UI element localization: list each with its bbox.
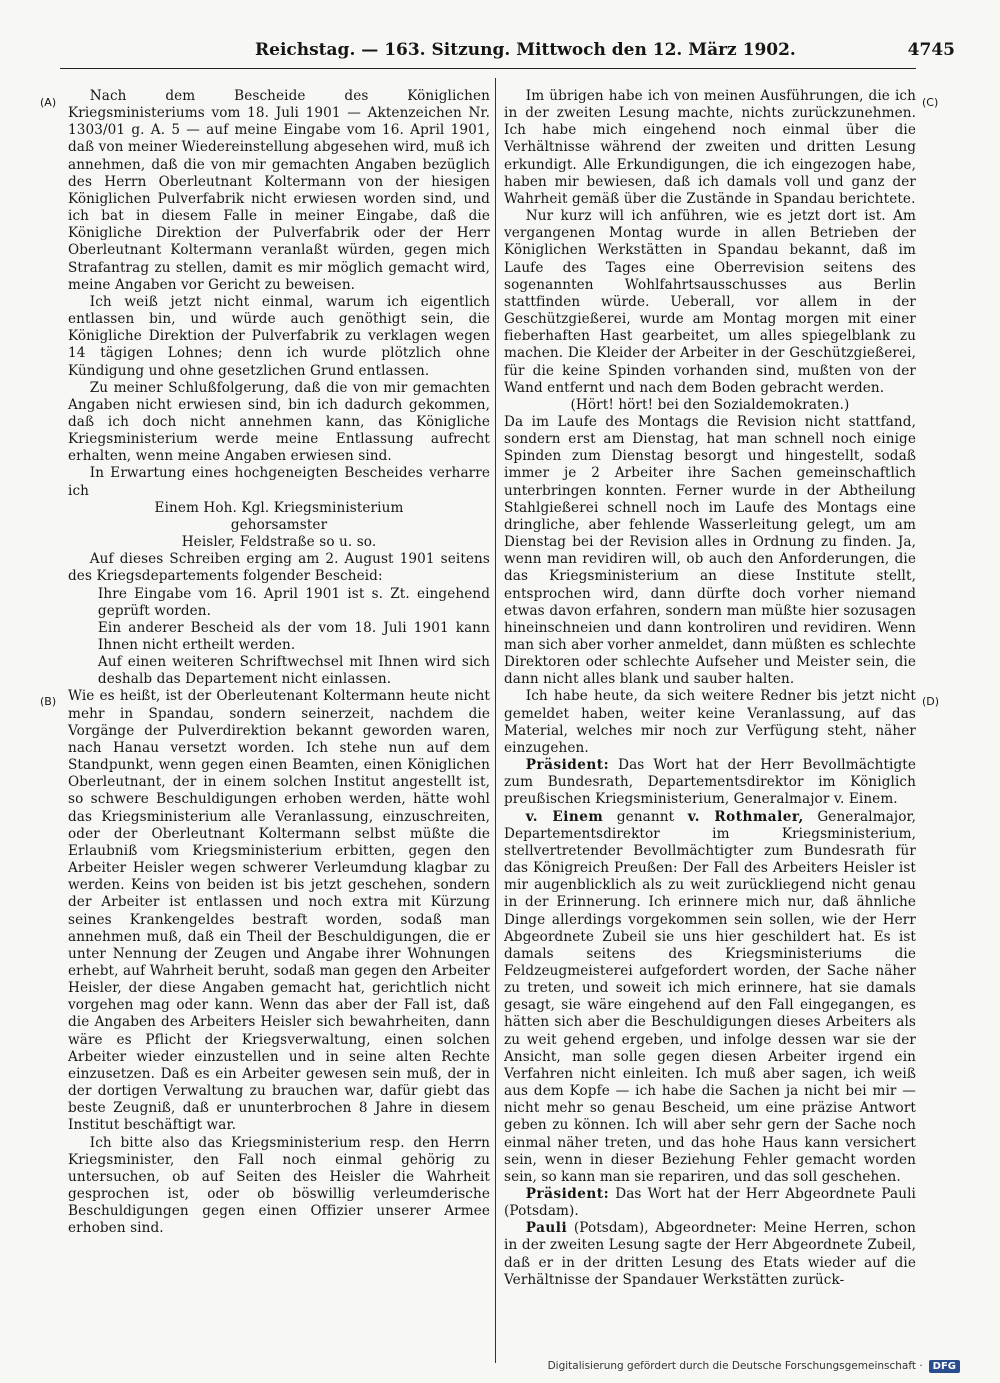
paragraph: Ich bitte also das Kriegsministerium resp. den Herrn Kriegsminister, den Fall noch einmal gehörig zu untersuchen, ob auf Seiten des Heisler die Wahrheit gesprochen ist, oder ob böswillig verleumderische Beschuldigungen gegen einen Offizier unserer Armee erhoben sind. — [68, 1134, 490, 1237]
left-column — [68, 88, 490, 1237]
signature-line: Heisler, Feldstraße so u. so. — [181, 534, 377, 551]
quoted-paragraph: Ein anderer Bescheid als der vom 18. Juli 1901 kann Ihnen nicht ertheilt werden. — [97, 619, 490, 653]
speech-text: Das Wort hat der Herr Bevollmächtigte zum Bundesrath, Departementsdirektor im Königlich preußischen Kriegsministerium, Generalmajor v. Einem. — [504, 757, 916, 808]
paragraph: Da im Laufe des Montags die Revision nicht stattfand, sondern erst am Dienstag, hat man schnell noch einige Spinden zum Dienstag besorgt und hingestellt, sodaß immer je 2 Arbeiter ihre Sachen gemeinschaftlich unterbringen konnten. Ferner wurde in der Abtheilung Stahlgießerei schnell noch im Laufe des Montags eine dringliche, aber fehlende Wasserleitung gelegt, um am Dienstag bei der Revision alles in Ordnung zu finden. Ja, wenn man revidiren will, ob auch den Anforderungen, die das Kriegsministerium an diese Institute stellt, entsprochen wird, dann dürfte doch vorher niemand etwas davon erfahren, sondern man müßte hier sozusagen hineinschneien und dann kontroliren und revidiren. Wenn man sich aber vorher anmeldet, dann müßten es schlechte Direktoren oder schlechte Aufseher und Meister sein, die dann nicht alles blank und sauber halten. — [504, 413, 916, 688]
funding-footer — [548, 1357, 960, 1375]
speech-text: Das Wort hat der Herr Abgeordnete Pauli (Potsdam). — [504, 1186, 916, 1220]
running-title: Reichstag. — 163. Sitzung. Mittwoch den 12. März 1902. — [255, 40, 796, 60]
dfg-logo: DFG — [929, 1360, 960, 1373]
margin-marker-c: (C) — [922, 96, 939, 109]
paragraph: Wie es heißt, ist der Oberleutenant Koltermann heute nicht mehr in Spandau, sondern seinerzeit, nachdem die Vorgänge der Pulverdirektion bekannt geworden waren, nach Hanau versetzt worden. Ich stehe nun auf dem Standpunkt, wenn gegen einen Beamten, einen Königlichen Oberleutnant, der in einem solchen Institut angestellt ist, so schwere Beschuldigungen erhoben werden, hätte wohl das Kriegsministerium alle Veranlassung, einzuschreiten, oder der Oberleutnant Koltermann selbst müßte die Erlaubniß vom Kriegsministerium erbitten, gegen den Arbeiter Heisler wegen schwerer Verleumdung klagbar zu werden. Keins von beiden ist bis jetzt geschehen, sondern der Arbeiter ist entlassen und noch extra mit Kürzung seines Krankengeldes bestraft worden, sodaß man annehmen muß, daß ein Theil der Beschuldigungen, die er unter Nennung der Zeugen und Angabe ihrer Wohnungen erhebt, auf Wahrheit beruht, sodaß man gegen den Arbeiter Heisler, der diese Angaben gemacht hat, gerichtlich nicht vorgehen mag oder kann. Wenn das aber der Fall ist, daß die Angaben des Arbeiters Heisler sich bewahrheiten, dann wäre es Pflicht der Kriegsverwaltung, einen solchen Arbeiter wieder einzustellen und in seine alten Rechte einzusetzen. Daß es ein Arbeiter gewesen sein muß, der in der dortigen Verwaltung zu brauchen war, dafür giebt das beste Zeugniß, daß er ununterbrochen 8 Jahre in diesem Institut beschäftigt war. — [68, 688, 490, 1134]
speaker-name: Pauli — [525, 1220, 568, 1237]
margin-marker-a: (A) — [40, 96, 57, 109]
speaker-name: Präsident: — [525, 757, 610, 774]
interjection: (Hört! hört! bei den Sozialdemokraten.) — [570, 396, 850, 413]
paragraph: In Erwartung eines hochgeneigten Bescheides verharre ich — [68, 465, 490, 499]
column-divider — [495, 78, 496, 1363]
paragraph: Nach dem Bescheide des Königlichen Kriegsministeriums vom 18. Juli 1901 — Aktenzeichen Nr. 1303/01 g. A. 5 — auf meine Eingabe vom 16. April 1901, daß von meiner Wiedereinstellung abgesehen wird, muß ich annehmen, daß die von mir gemachten Angaben bezüglich des Herrn Oberleutnant Koltermann von der hiesigen Königlichen Pulverfabrik nicht erwiesen worden sind, und ich bat in diesem Falle in meiner Eingabe, daß die Königliche Direktion der Pulverfabrik oder der Herr Oberleutnant Koltermann veranlaßt würden, gegen mich Strafantrag zu stellen, damit es mir möglich gemacht wird, meine Angaben vor Gericht zu beweisen. — [68, 88, 490, 293]
paragraph: Nur kurz will ich anführen, wie es jetzt dort ist. Am vergangenen Montag wurde in allen Betrieben der Königlichen Werkstätten in Spandau bekannt, daß im Laufe des Tages eine Oberrevision seitens des sogenannten Wohlfahrtsausschusses aus Berlin stattfinden würde. Ueberall, vor allem in der Geschützgießerei, wurde am Montag morgen mit einer fieberhaften Hast gearbeitet, um alles spiegelblank zu machen. Die Kleider der Arbeiter in der Geschützgießerei, für die keine Spinden vorhanden sind, mußten von der Wand entfernt und nach dem Boden gebracht werden. — [504, 208, 916, 396]
closing-line: gehorsamster — [230, 516, 328, 533]
quoted-paragraph: Ihre Eingabe vom 16. April 1901 ist s. Zt. eingehend geprüft worden. — [97, 585, 490, 619]
right-column — [504, 88, 916, 1289]
speech-paragraph — [504, 757, 916, 808]
page-number: 4745 — [907, 40, 955, 60]
speech-paragraph — [504, 1220, 916, 1289]
paragraph: Im übrigen habe ich von meinen Ausführungen, die ich in der zweiten Lesung machte, nichts zurückzunehmen. Ich habe mich eingehend noch einmal über die Verhältnisse während der zweiten und dritten Lesung erkundigt. Alle Erkundigungen, die ich eingezogen habe, haben mir bewiesen, daß ich damals voll und ganz der Wahrheit gemäß über die Zustände in Spandau berichtete. — [504, 88, 916, 207]
header-rule — [60, 68, 916, 69]
footer-text: Digitalisierung gefördert durch die Deutsche Forschungsgemeinschaft · — [547, 1360, 923, 1372]
margin-marker-d: (D) — [922, 695, 940, 708]
closing-line: Einem Hoh. Kgl. Kriegsministerium — [154, 499, 404, 516]
paragraph: Zu meiner Schlußfolgerung, daß die von mir gemachten Angaben nicht erwiesen sind, bin ich dadurch gekommen, daß ich doch nicht annehmen kann, das Königliche Kriegsministerium werde meine Entlassung aufrecht erhalten, wenn meine Angaben erwiesen sind. — [68, 379, 490, 465]
paragraph: Ich weiß jetzt nicht einmal, warum ich eigentlich entlassen bin, und würde auch genöthigt sein, die Königliche Direktion der Pulverfabrik zu verklagen wegen 14 tägigen Lohnes; denn ich wurde plötzlich ohne Kündigung und ohne gesetzlichen Grund entlassen. — [68, 293, 490, 379]
quoted-paragraph: Auf einen weiteren Schriftwechsel mit Ihnen wird sich deshalb das Departement nicht einlassen. — [97, 654, 490, 688]
margin-marker-b: (B) — [40, 695, 57, 708]
speech-text: genannt — [603, 808, 688, 825]
speech-paragraph — [504, 1186, 916, 1220]
paragraph: Auf dieses Schreiben erging am 2. August 1901 seitens des Kriegsdepartements folgender Bescheid: — [68, 551, 490, 585]
page-header — [255, 40, 955, 70]
paragraph: Ich habe heute, da sich weitere Redner bis jetzt nicht gemeldet haben, weiter keine Veranlassung, auf das Material, welches mir noch zur Verfügung steht, näher einzugehen. — [504, 688, 916, 756]
speaker-name: v. Rothmaler, — [687, 808, 804, 825]
speaker-name: v. Einem — [525, 808, 604, 825]
speech-text: (Potsdam), Abgeordneter: Meine Herren, schon in der zweiten Lesung sagte der Herr Abgeordnete Zubeil, daß er in der dritten Lesung des Etats wieder auf die Verhältnisse der Spandauer Werkstätten zurück- — [504, 1220, 916, 1288]
speaker-name: Präsident: — [525, 1186, 610, 1202]
speech-text: Generalmajor, Departementsdirektor im Kriegsministerium, stellvertretender Bevollmächtigter zum Bundesrath für das Königreich Preußen: Der Fall des Arbeiters Heisler ist mir augenblicklich als zu weit zurückliegend nicht genau in der Erinnerung. Ich erinnere mich nur, daß ähnliche Dinge allerdings vorgekommen sein sollen, wie der Herr Abgeordnete Zubeil sie uns hier geschildert hat. Es ist damals seitens des Kriegsministeriums die Feldzeugmeisterei aufgefordert worden, der Sache näher zu treten, und soweit ich mich erinnere, hat sie damals gesagt, sie wäre eingehend auf den Fall eingegangen, es hätten sich aber die Beschuldigungen dieses Arbeiters als zu weit gehend ergeben, und infolge dessen war sie der Ansicht, man solle gegen diesen Arbeiter irgend ein Verfahren nicht einleiten. Ich muß aber sagen, ich weiß aus dem Kopfe — ich habe die Sachen ja nicht bei mir — nicht mehr so genau Bescheid, um eine präzise Antwort geben zu können. Ich will aber sehr gern der Sache noch einmal näher treten, und das hohe Haus kann versichert sein, wenn in dieser Beziehung Fehler gemacht worden sein, so kann man sie repariren, und das soll geschehen. — [504, 808, 917, 1185]
speech-paragraph — [504, 809, 916, 1186]
